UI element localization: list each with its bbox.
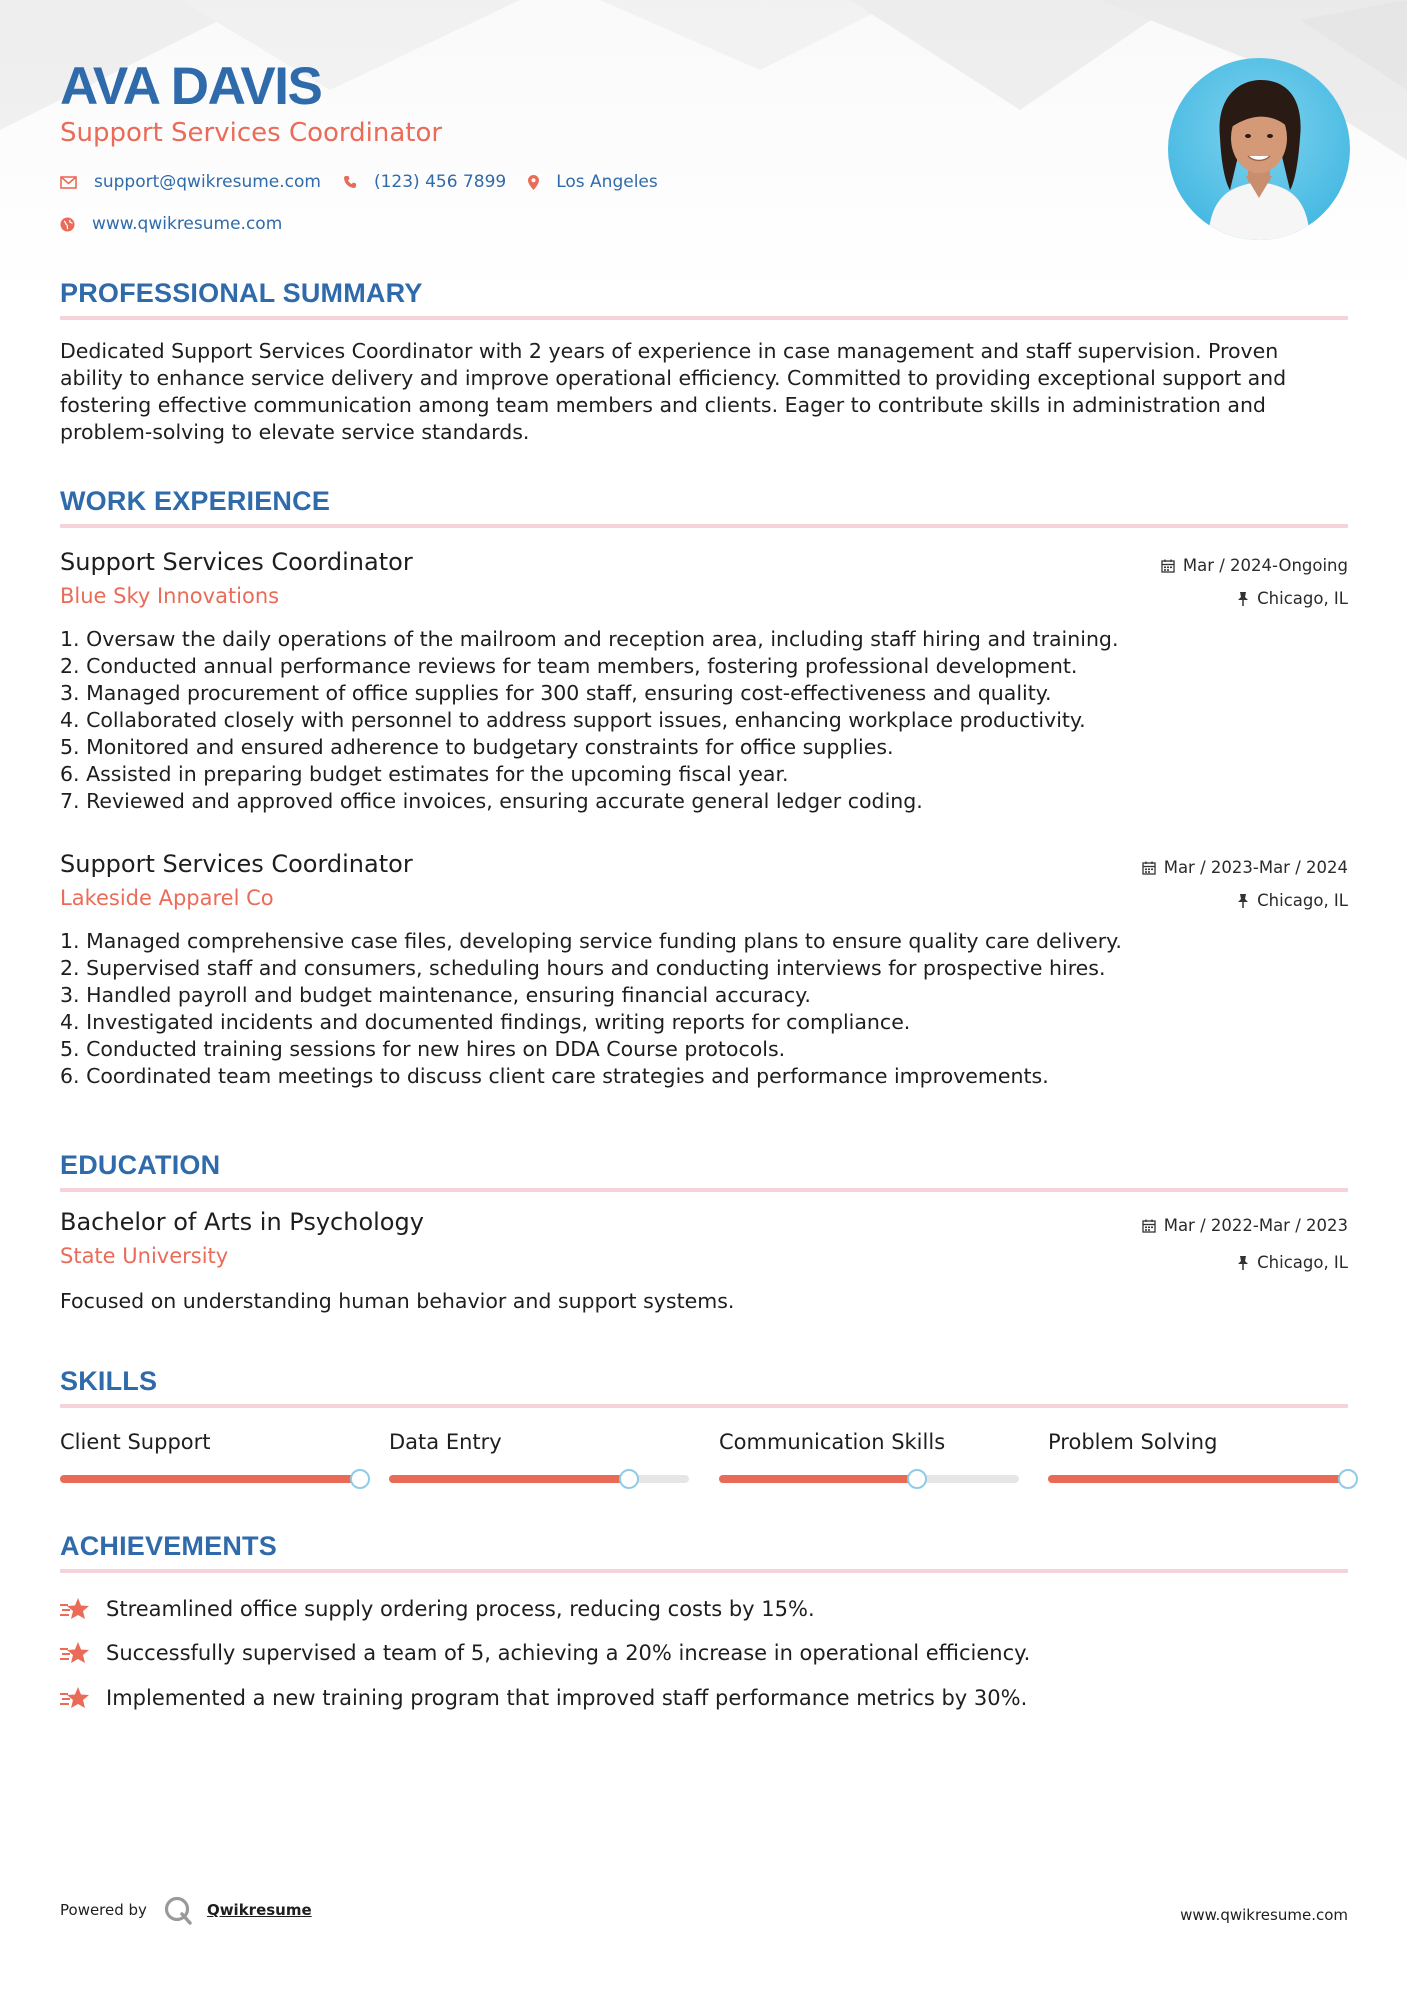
- skill-level-bar: [60, 1475, 360, 1483]
- calendar-icon: [1161, 559, 1175, 573]
- skill-level-fill: [719, 1475, 917, 1483]
- footer-website[interactable]: www.qwikresume.com: [1180, 1906, 1348, 1924]
- job-date: [1142, 858, 1348, 877]
- powered-by-label: Powered by: [60, 1901, 147, 1919]
- skill-level-fill: [1048, 1475, 1348, 1483]
- phone-text: (123) 456 7899: [373, 172, 507, 192]
- skill-name: Data Entry: [389, 1430, 502, 1454]
- bullet-item: 1. Managed comprehensive case files, developing service funding plans to ensure quality care delivery.: [60, 929, 1122, 953]
- qwikresume-logo-icon: [163, 1895, 193, 1925]
- section-divider: [60, 1404, 1348, 1408]
- footer-powered-by: [60, 1895, 312, 1925]
- section-divider: [60, 524, 1348, 528]
- bullet-item: 2. Conducted annual performance reviews for team members, fostering professional development.: [60, 654, 1078, 678]
- bullet-item: 6. Coordinated team meetings to discuss client care strategies and performance improvements.: [60, 1064, 1049, 1088]
- date-text: Mar / 2024-Ongoing: [1182, 556, 1348, 575]
- achievement-item: [60, 1641, 1030, 1665]
- education-date: [1142, 1216, 1348, 1235]
- contact-email[interactable]: [60, 172, 321, 192]
- job-location: [1237, 589, 1348, 608]
- star-badge-icon: [60, 1686, 90, 1710]
- skill-item: [1048, 1430, 1348, 1454]
- skill-item: [719, 1430, 1019, 1454]
- pushpin-icon: [1237, 894, 1249, 908]
- bullet-item: 4. Investigated incidents and documented findings, writing reports for compliance.: [60, 1010, 911, 1034]
- summary-heading: PROFESSIONAL SUMMARY: [60, 278, 423, 308]
- skill-name: Client Support: [60, 1430, 211, 1454]
- skill-level-knob: [907, 1469, 927, 1489]
- skill-level-bar: [1048, 1475, 1348, 1483]
- achievements-heading: ACHIEVEMENTS: [60, 1531, 277, 1561]
- pushpin-icon: [1237, 1256, 1249, 1270]
- education-section: [60, 1150, 1348, 1192]
- skill-name: Communication Skills: [719, 1430, 946, 1454]
- skill-level-knob: [619, 1469, 639, 1489]
- candidate-role: Support Services Coordinator: [60, 118, 443, 148]
- contact-location: [528, 172, 658, 192]
- skills-heading: SKILLS: [60, 1366, 158, 1396]
- education-heading: EDUCATION: [60, 1150, 221, 1180]
- globe-icon: [60, 217, 75, 232]
- calendar-icon: [1142, 861, 1156, 875]
- email-text: support@qwikresume.com: [94, 172, 321, 192]
- date-text: Mar / 2022-Mar / 2023: [1163, 1216, 1348, 1235]
- job-title: Support Services Coordinator: [60, 548, 413, 576]
- envelope-icon: [60, 176, 77, 189]
- job-company: Blue Sky Innovations: [60, 584, 280, 608]
- bullet-item: 5. Conducted training sessions for new hires on DDA Course protocols.: [60, 1037, 786, 1061]
- bullet-item: 3. Handled payroll and budget maintenance, ensuring financial accuracy.: [60, 983, 811, 1007]
- skill-item: [60, 1430, 360, 1454]
- date-text: Mar / 2023-Mar / 2024: [1163, 858, 1348, 877]
- achievement-text: Streamlined office supply ordering process, reducing costs by 15%.: [106, 1597, 815, 1621]
- achievement-item: [60, 1686, 1027, 1710]
- bullet-item: 4. Collaborated closely with personnel to address support issues, enhancing workplace productivity.: [60, 708, 1086, 732]
- candidate-name: AVA DAVIS: [60, 57, 322, 116]
- bullet-item: 5. Monitored and ensured adherence to budgetary constraints for office supplies.: [60, 735, 894, 759]
- skill-level-knob: [1338, 1469, 1358, 1489]
- school-name: State University: [60, 1244, 229, 1268]
- location-text: Chicago, IL: [1257, 589, 1348, 608]
- skill-item: [389, 1430, 689, 1454]
- job-bullets: [60, 626, 1118, 815]
- job-company: Lakeside Apparel Co: [60, 886, 274, 910]
- education-location: [1237, 1253, 1348, 1272]
- skill-level-bar: [719, 1475, 1019, 1483]
- degree-title: Bachelor of Arts in Psychology: [60, 1208, 424, 1236]
- bullet-item: 3. Managed procurement of office supplies for 300 staff, ensuring cost-effectiveness and quality.: [60, 681, 1052, 705]
- qwikresume-link[interactable]: Qwikresume: [206, 1901, 312, 1919]
- skills-list: [60, 1430, 1348, 1500]
- location-text: Chicago, IL: [1257, 891, 1348, 910]
- section-divider: [60, 1569, 1348, 1573]
- skills-section: [60, 1366, 1348, 1408]
- job-location: [1237, 891, 1348, 910]
- contact-phone[interactable]: [343, 172, 506, 192]
- job-date: [1161, 556, 1348, 575]
- achievement-item: [60, 1597, 815, 1621]
- skill-level-knob: [350, 1469, 370, 1489]
- phone-icon: [343, 175, 357, 189]
- skill-level-fill: [60, 1475, 360, 1483]
- summary-text: [60, 338, 1348, 446]
- bullet-item: 7. Reviewed and approved office invoices, ensuring accurate general ledger coding.: [60, 789, 923, 813]
- contact-website[interactable]: [60, 214, 282, 234]
- achievement-text: Successfully supervised a team of 5, achieving a 20% increase in operational efficiency.: [106, 1641, 1031, 1665]
- skill-level-bar: [389, 1475, 689, 1483]
- skill-name: Problem Solving: [1048, 1430, 1218, 1454]
- contact-row: [60, 172, 680, 192]
- summary-line: ability to enhance service delivery and improve operational efficiency. Committed to providing exceptional support and: [60, 366, 1287, 390]
- bullet-item: 6. Assisted in preparing budget estimates for the upcoming fiscal year.: [60, 762, 789, 786]
- location-text: Chicago, IL: [1257, 1253, 1348, 1272]
- section-divider: [60, 1188, 1348, 1192]
- pushpin-icon: [1237, 592, 1249, 606]
- calendar-icon: [1142, 1219, 1156, 1233]
- location-text: Los Angeles: [556, 172, 658, 192]
- experience-section: [60, 486, 1348, 528]
- section-divider: [60, 316, 1348, 320]
- summary-line: fostering effective communication among team members and clients. Eager to contribute skills in administration and: [60, 393, 1266, 417]
- bullet-item: 1. Oversaw the daily operations of the mailroom and reception area, including staff hiring and training.: [60, 627, 1119, 651]
- contact-row-website: [60, 214, 304, 234]
- experience-heading: WORK EXPERIENCE: [60, 486, 331, 516]
- bullet-item: 2. Supervised staff and consumers, scheduling hours and conducting interviews for prospective hires.: [60, 956, 1106, 980]
- profile-photo: [1168, 58, 1350, 240]
- star-badge-icon: [60, 1597, 90, 1621]
- achievements-section: [60, 1531, 1348, 1573]
- summary-line: Dedicated Support Services Coordinator with 2 years of experience in case management and staff supervision. Proven: [60, 339, 1279, 363]
- achievement-text: Implemented a new training program that improved staff performance metrics by 30%.: [106, 1686, 1028, 1710]
- map-pin-icon: [528, 175, 539, 190]
- website-text: www.qwikresume.com: [92, 214, 283, 234]
- job-title: Support Services Coordinator: [60, 850, 413, 878]
- job-bullets: [60, 928, 1122, 1090]
- star-badge-icon: [60, 1641, 90, 1665]
- education-description: Focused on understanding human behavior and support systems.: [60, 1289, 735, 1313]
- summary-section: [60, 278, 1348, 446]
- summary-line: problem-solving to elevate service standards.: [60, 420, 530, 444]
- skill-level-fill: [389, 1475, 629, 1483]
